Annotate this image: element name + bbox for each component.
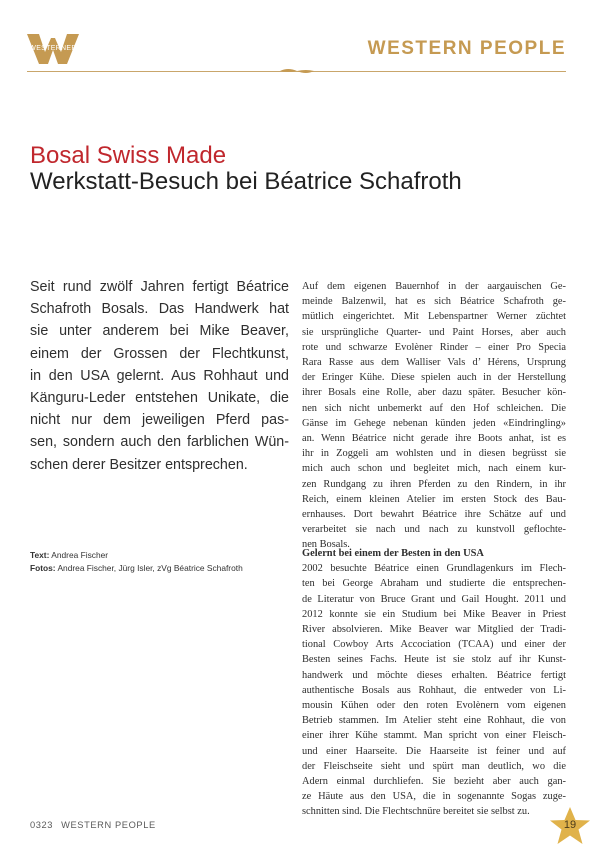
- body-line: nen Bosals.: [302, 539, 350, 551]
- body-line: und einer Haarseite. Die Haarseite ist feiner und auf: [302, 745, 566, 757]
- credit-text-label: Text:: [30, 550, 50, 560]
- footer-section: WESTERN PEOPLE: [61, 820, 156, 830]
- section-subhead: Gelernt bei einem der Besten in den USA: [302, 548, 484, 559]
- body-line: Reich, einem kleinen Atelier im ersten Stock des Bau-: [302, 493, 566, 505]
- lead-line: Seit rund zwölf Jahren fertigt Béatrice: [30, 279, 289, 295]
- body-line: handwerk und möchte dieses erhalten. Béatrice fertigt: [302, 669, 566, 681]
- lead-line: in den USA gelernt. Aus Rohhaut und: [30, 367, 289, 384]
- body-line: Rara Rasse aus dem Walliser Vals d’ Hérens, Ursprung: [302, 357, 566, 369]
- body-line: rote und schwarze Evolèner Rinder – einer Pro Specia: [302, 341, 566, 353]
- body-line: 2012 konnte sie ein Studium bei Mike Beaver in Priest: [302, 608, 566, 620]
- credit-text: [30, 549, 292, 562]
- logo-text: WESTERNER: [29, 45, 77, 52]
- lead-line: schen derer Besitzer entsprechen.: [30, 456, 248, 473]
- body-line: ze Häute aus den USA, die in sogenannte Sogas zuge-: [302, 791, 566, 803]
- credit-photos-value: Andrea Fischer, Jürg Isler, zVg Béatrice Schafroth: [57, 563, 243, 573]
- body-line: Besten seines Fachs. Heute ist sie stolz auf ihr Kunst-: [302, 654, 566, 666]
- credit-photos: [30, 562, 292, 575]
- lead-line: sen, sondern auch den farblichen Wün-: [30, 434, 289, 451]
- lead-line: Känguru-Leder entstehen Unikate, die: [30, 390, 289, 407]
- body-line: authentische Bosals aus Rohhaut, die entweder von Li-: [302, 684, 566, 696]
- credit-text-value: Andrea Fischer: [51, 550, 109, 560]
- lead-line: Schafroth Bosals. Das Handwerk hat: [30, 301, 289, 318]
- body-line: einer ihrer Kühe stammt. Man spricht von einer Fleisch-: [302, 730, 566, 742]
- body-line: mousin Kühen oder den roten Evolènern vom eigenen: [302, 700, 566, 712]
- body-line: ten bei George Abraham und studierte die entsprechen-: [302, 578, 566, 590]
- body-column-top: [302, 279, 566, 553]
- body-column-bottom: [302, 546, 566, 820]
- body-line: ihr in Zoggeli am wohlsten und in diesen begrüsst sie: [302, 448, 566, 460]
- body-line: 2002 besuchte Béatrice einen Grundlagenkurs im Flech-: [302, 563, 566, 575]
- page-number: 19: [563, 819, 577, 831]
- body-line: River absolvieren. Mike Beaver war Mitglied der Tradi-: [302, 624, 566, 636]
- body-line: mütlich eingerichtet. Mit Lebenspartner Werner züchtet: [302, 311, 566, 323]
- body-line: nen sich nicht unbemerkt auf den Hof schleichen. Die: [302, 402, 566, 414]
- footer: [30, 820, 164, 830]
- section-title: WESTERN PEOPLE: [367, 38, 566, 59]
- lead-line: sie unter anderem bei Mike Beaver,: [30, 323, 289, 340]
- issue-number: 0323: [30, 820, 54, 830]
- article-title: Bosal Swiss Made: [30, 142, 227, 169]
- westerner-logo: [27, 34, 79, 64]
- lead-line: einem der Grossen der Flechtkunst,: [30, 345, 289, 362]
- header-ornament-icon: [280, 67, 314, 75]
- article-subtitle: Werkstatt-Besuch bei Béatrice Schafroth: [30, 168, 462, 195]
- body-line: tional Cowboy Arts Accociation (TCAA) und einer der: [302, 639, 566, 651]
- body-line: schnitten sind. Die Flechtschnüre bereitet sie selbst zu.: [302, 806, 530, 818]
- lead-line: nicht nur dem jeweiligen Pferd pas-: [30, 412, 289, 429]
- body-line: zen Rundgang zu ihren Pferden zu den Rindern, in ihr: [302, 478, 566, 490]
- body-line: an. Wenn Béatrice nicht gerade ihre Boots anhat, ist es: [302, 433, 566, 445]
- body-line: sie ursprüngliche Quarter- und Paint Horses, aber auch: [302, 326, 566, 338]
- body-line: Auf dem eigenen Bauernhof in der aargauischen Ge-: [302, 281, 566, 292]
- body-line: der Fleischseite sieht und spürt man deutlich, wo die: [302, 760, 566, 772]
- body-line: ihrer Bosals eine Rolle, aber dazu später. Besucher kön-: [302, 387, 566, 399]
- body-line: der Eringer Kühe. Diese spielen auch in der Herstellung: [302, 372, 566, 384]
- body-line: Gänse im Gehege nebenan künden jeden «Eindringling»: [302, 417, 566, 429]
- body-line: mich auch schon und begleitet mich, nach einem kur-: [302, 463, 566, 475]
- body-line: verarbeitet sie nach und nach zu kunstvoll geflochte-: [302, 524, 566, 536]
- body-line: meinde Balzenwil, hat es sich Béatrice Schafroth ge-: [302, 296, 566, 308]
- body-line: ernhauses. Dort bewahrt Béatrice ihre Schätze auf und: [302, 509, 566, 521]
- body-line: de Literatur von Bruce Grant und Gail Hought. 2011 und: [302, 593, 566, 605]
- body-line: Adern einmal durchliefen. Sie bezieht aber auch gan-: [302, 776, 566, 788]
- body-line: Betrieb stammen. Im Atelier steht eine Rohhaut, die von: [302, 715, 566, 727]
- credit-photos-label: Fotos:: [30, 563, 56, 573]
- credits: [30, 549, 292, 575]
- lead-paragraph: [30, 276, 289, 476]
